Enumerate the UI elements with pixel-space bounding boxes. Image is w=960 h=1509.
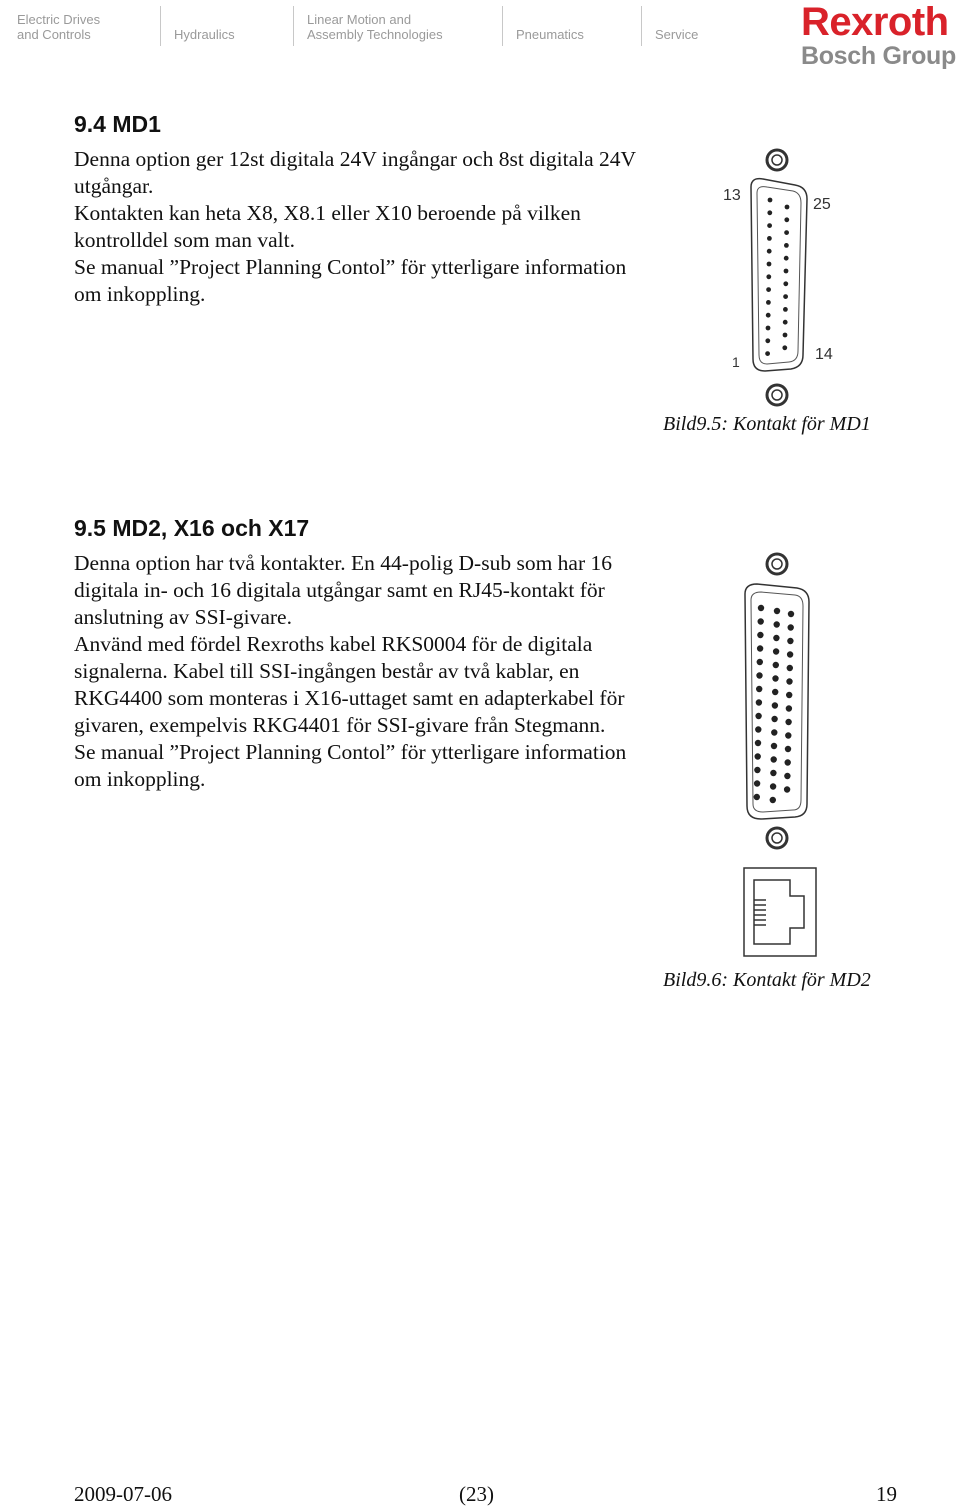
- connector-pin: [757, 659, 763, 665]
- section-heading-md1: 9.4 MD1: [74, 111, 161, 137]
- connector-pin: [783, 294, 788, 299]
- connector-pin: [785, 719, 791, 725]
- connector-pin: [783, 281, 788, 286]
- connector-pin: [771, 729, 777, 735]
- pin-label-13: 13: [723, 187, 741, 204]
- connector-pin: [754, 767, 760, 773]
- connector-pin: [782, 345, 787, 350]
- connector-pin: [765, 338, 770, 343]
- section-heading-md2: 9.5 MD2, X16 och X17: [74, 515, 310, 541]
- connector-pin: [754, 794, 760, 800]
- nav-line: Electric Drives: [17, 12, 101, 27]
- brand-name: Rexroth: [800, 0, 949, 44]
- connector-pin: [784, 243, 789, 248]
- connector-pin: [755, 713, 761, 719]
- connector-pin: [755, 753, 761, 759]
- connector-pin: [770, 770, 776, 776]
- connector-pin: [786, 678, 792, 684]
- connector-pin: [786, 692, 792, 698]
- connector-pin: [771, 756, 777, 762]
- nav-pneumatics: [516, 27, 584, 42]
- nav-separator: [160, 6, 161, 46]
- paragraph: Se manual ”Project Planning Contol” för ytterligare information om inkoppling.: [74, 255, 627, 306]
- connector-pin: [772, 675, 778, 681]
- connector-pin: [756, 686, 762, 692]
- connector-pin: [788, 611, 794, 617]
- connector-pin: [767, 236, 772, 241]
- nav-line: Linear Motion and: [307, 12, 412, 27]
- pin-label-14: 14: [815, 346, 833, 363]
- nav-separator: [293, 6, 294, 46]
- connector-pin: [784, 230, 789, 235]
- nav-electric-drives: [17, 12, 100, 42]
- nav-line: and Controls: [17, 27, 91, 42]
- page-header: [0, 0, 960, 76]
- paragraph: Se manual ”Project Planning Contol” för ytterligare information om inkoppling.: [74, 740, 627, 791]
- connector-pin: [785, 759, 791, 765]
- section-md1-text: [74, 146, 654, 308]
- connector-pin: [771, 743, 777, 749]
- connector-pin: [788, 624, 794, 630]
- nav-separator: [502, 6, 503, 46]
- connector-pin: [755, 726, 761, 732]
- connector-pin: [785, 732, 791, 738]
- connector-pin: [773, 662, 779, 668]
- connector-pin: [766, 274, 771, 279]
- nav-line: Assembly Technologies: [307, 27, 443, 42]
- connector-pin: [766, 300, 771, 305]
- connector-pin: [774, 621, 780, 627]
- footer-date: 2009-07-06: [74, 1482, 172, 1506]
- rj45-connector-icon: [742, 866, 818, 958]
- section-md2-text: [74, 550, 649, 793]
- nav-service: [655, 27, 698, 42]
- connector-pin: [783, 307, 788, 312]
- connector-pin: [754, 780, 760, 786]
- nav-linear-motion: [307, 12, 443, 42]
- paragraph: Kontakten kan heta X8, X8.1 eller X10 beroende på vilken kontrolldel som man valt.: [74, 201, 581, 252]
- connector-pin: [773, 635, 779, 641]
- nav-hydraulics: [174, 27, 235, 42]
- connector-pin: [785, 746, 791, 752]
- paragraph: Använd med fördel Rexroths kabel RKS0004 för de digitala signalerna. Kabel till SSI-ingången består av två kablar, en RKG4400 som monteras i X16-uttaget samt en adapterkabel för givaren, exempelvis RKG4401 för SSI-givare från Stegmann.: [74, 632, 625, 737]
- connector-pin: [770, 783, 776, 789]
- connector-pin: [767, 210, 772, 215]
- dsub-44-connector-icon: [735, 550, 825, 850]
- brand-sub: Bosch Group: [800, 42, 956, 70]
- connector-pin: [757, 645, 763, 651]
- connector-pin: [757, 632, 763, 638]
- connector-pin: [785, 205, 790, 210]
- connector-pin: [765, 351, 770, 356]
- connector-pin: [771, 716, 777, 722]
- figure-caption-md1: Bild9.5: Kontakt för MD1: [663, 413, 871, 435]
- connector-pin: [787, 665, 793, 671]
- connector-pin: [768, 198, 773, 203]
- nav-line: Service: [655, 27, 699, 42]
- connector-pin: [773, 648, 779, 654]
- connector-pin: [784, 217, 789, 222]
- connector-pin: [783, 333, 788, 338]
- connector-pin: [766, 326, 771, 331]
- connector-pin: [772, 702, 778, 708]
- connector-pin: [758, 605, 764, 611]
- connector-pin: [772, 689, 778, 695]
- connector-pin: [784, 256, 789, 261]
- connector-pin: [756, 672, 762, 678]
- connector-pin: [755, 740, 761, 746]
- connector-pin: [756, 699, 762, 705]
- connector-pin: [774, 608, 780, 614]
- connector-pin: [787, 638, 793, 644]
- connector-pin: [784, 773, 790, 779]
- pin-label-1: 1: [732, 354, 740, 370]
- paragraph: Denna option har två kontakter. En 44-polig D-sub som har 16 digitala in- och 16 digitala utgångar samt en RJ45-kontakt för anslutning av SSI-givare.: [74, 551, 612, 629]
- nav-separator: [641, 6, 642, 46]
- connector-pin: [786, 705, 792, 711]
- connector-pin: [784, 786, 790, 792]
- nav-line: Pneumatics: [516, 27, 584, 42]
- connector-pin: [758, 618, 764, 624]
- connector-pin: [766, 287, 771, 292]
- paragraph: Denna option ger 12st digitala 24V ingångar och 8st digitala 24V utgångar.: [74, 147, 636, 198]
- rexroth-logo: [801, 2, 956, 70]
- footer-page-number: 19: [876, 1482, 897, 1506]
- footer-document-number: (23): [459, 1482, 494, 1506]
- connector-pin: [766, 313, 771, 318]
- figure-caption-md2: Bild9.6: Kontakt för MD2: [663, 969, 871, 991]
- connector-pin: [767, 223, 772, 228]
- nav-line: Hydraulics: [174, 27, 235, 42]
- connector-pin: [784, 269, 789, 274]
- pin-label-25: 25: [813, 196, 831, 213]
- dsub-25-connector-icon: [715, 145, 845, 410]
- connector-pin: [783, 320, 788, 325]
- connector-pin: [767, 262, 772, 267]
- connector-pin: [770, 797, 776, 803]
- connector-pin: [767, 249, 772, 254]
- connector-pin: [787, 651, 793, 657]
